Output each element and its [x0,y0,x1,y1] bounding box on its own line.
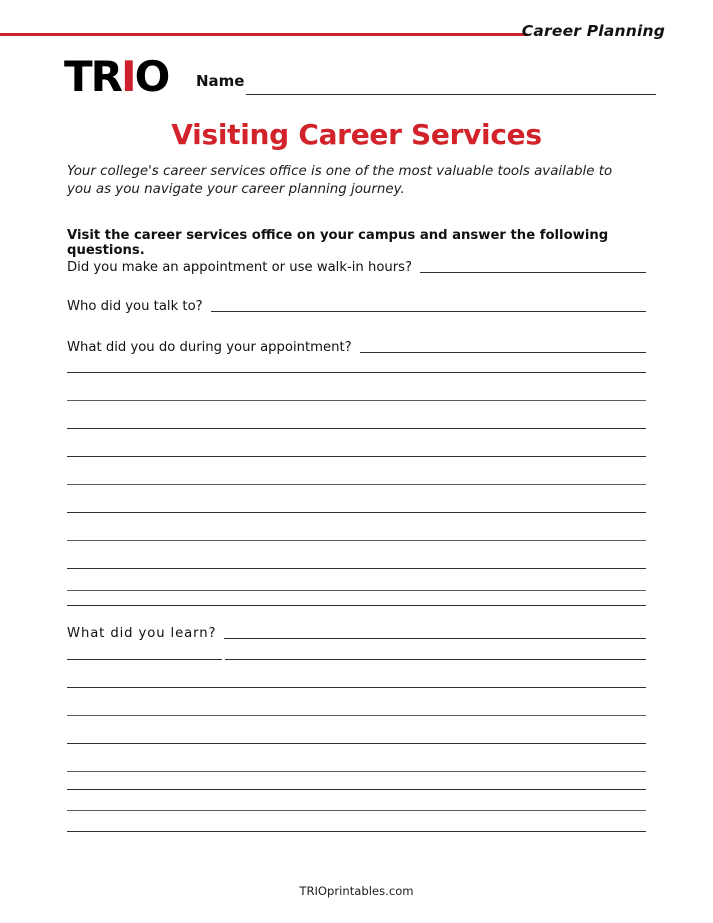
answer-line-3-3[interactable] [67,428,646,429]
answer-line-3-1[interactable] [67,372,646,373]
intro-paragraph: Your college's career services office is one of the most valuable tools available to you as you navigate your career planning journey. [67,164,613,197]
question-label-1: Did you make an appointment or use walk-in hours? [67,260,413,275]
logo-accent-letter: I [121,52,135,101]
question-row-1 [67,256,646,276]
footer-text: TRIOprintables.com [299,884,414,898]
page-title: Visiting Career Services [171,118,542,151]
name-input-line[interactable] [246,94,656,95]
question-label-3: What did you do during your appointment? [67,340,352,355]
header-red-rule [0,33,527,36]
answer-line-4-8[interactable] [67,831,646,832]
directions-text: Visit the career services office on your campus and answer the following questions. [67,228,609,258]
answer-line-2[interactable] [211,311,646,312]
question-label-4: What did you learn? [67,626,217,641]
answer-line-4-7[interactable] [67,810,646,811]
answer-line-3-7[interactable] [67,540,646,541]
answer-line-3-2[interactable] [67,400,646,401]
answer-line-1[interactable] [420,272,646,273]
question-row-4 [67,622,646,642]
name-label: Name [196,72,245,90]
question-label-2: Who did you talk to? [67,299,203,314]
answer-line-3-5[interactable] [67,484,646,485]
name-field[interactable] [196,72,656,96]
answer-line-3-9[interactable] [67,590,646,591]
header-kicker: Career Planning [521,22,665,40]
answer-line-3-6[interactable] [67,512,646,513]
logo-text-after: O [134,52,169,101]
question-row-2 [67,295,646,315]
answer-line-4[interactable] [224,638,646,639]
answer-line-4-1[interactable] [67,659,646,660]
answer-line-4-5[interactable] [67,771,646,772]
answer-line-4-4[interactable] [67,743,646,744]
question-row-3 [67,336,646,356]
answer-line-3-4[interactable] [67,456,646,457]
answer-line-4-2[interactable] [67,687,646,688]
answer-line-4-6[interactable] [67,789,646,790]
logo-text-before: TR [64,52,121,101]
answer-line-3-10[interactable] [67,605,646,606]
answer-line-3-8[interactable] [67,568,646,569]
answer-line-3[interactable] [360,352,646,353]
answer-line-4-3[interactable] [67,715,646,716]
trio-logo [64,52,169,101]
